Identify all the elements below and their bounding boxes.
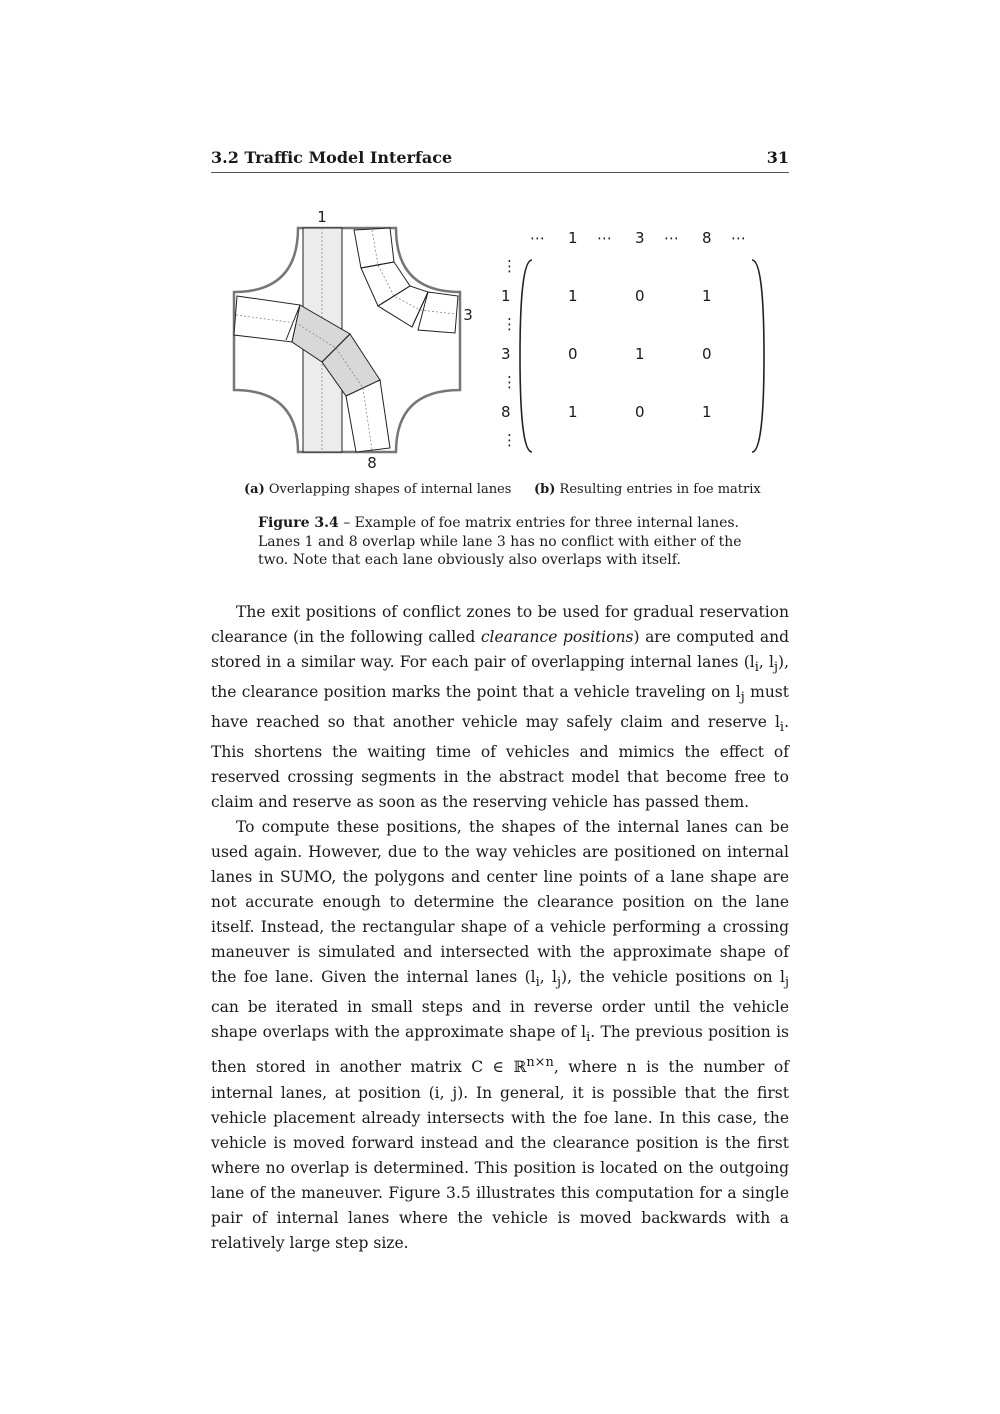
caption-label: Figure 3.4 <box>258 515 339 531</box>
row-header: ⋮ <box>502 431 517 449</box>
lane-label-3: 3 <box>463 306 473 324</box>
subcaption-b: (b) Resulting entries in foe matrix <box>534 482 761 497</box>
lane-label-8: 8 <box>367 454 377 472</box>
row-header: ⋮ <box>502 315 517 333</box>
page-number: 31 <box>766 148 789 167</box>
matrix-cell: 1 <box>702 403 712 421</box>
row-header: 3 <box>501 345 511 363</box>
paragraph: The exit positions of conflict zones to be used for gradual reservation clearance (in the following called clearance positions) are computed and stored in a similar way. For each pair of overlapping internal lanes ($l_i$, $l_j$), the clearance position marks the point that a vehicle traveling on $l_j$ must have reached so that another vehicle may safely claim and reserve $l_i$. This shortens the waiting time of vehicles and mimics the effect of reserved crossing segments in the abstract model that become free to claim and reserve as soon as the reserving vehicle has passed them. <box>211 603 789 812</box>
caption-text: – Example of foe matrix entries for three internal lanes. Lanes 1 and 8 overlap while lane 3 has no conflict with either of the two. Note that each lane obviously also overlaps with itself. <box>258 515 742 568</box>
col-header: ⋯ <box>597 229 612 247</box>
section-title: 3.2 Traffic Model Interface <box>211 148 453 167</box>
matrix-cell: 1 <box>635 345 645 363</box>
col-header: 1 <box>568 229 578 247</box>
matrix-cell: 1 <box>702 287 712 305</box>
matrix-cell: 0 <box>635 287 645 305</box>
paragraph: To compute these positions, the shapes of the internal lanes can be used again. However, due to the way vehicles are positioned on internal lanes in SUMO, the polygons and center line points of a lane shape are not accurate enough to determine the clearance position on the lane itself. Instead, the rectangular shape of a vehicle performing a crossing maneuver is simulated and intersected with the approximate shape of the foe lane. Given the internal lanes ($l_i$, $l_j$), the vehicle positions on $l_j$ can be iterated in small steps and in reverse order until the vehicle shape overlaps with the approximate shape of $l_i$. The previous position is then stored in another matrix C ∈ ℝ$^{n\times n}$, where n is the number of internal lanes, at position (i, j). In general, it is possible that the first vehicle placement already intersects with the foe lane. In this case, the vehicle is moved forward instead and the clearance position is the first where no overlap is determined. This position is located on the outgoing lane of the maneuver. Figure 3.5 illustrates this computation for a single pair of internal lanes where the vehicle is moved backwards with a relatively large step size. <box>211 818 789 1252</box>
row-header: 1 <box>501 287 511 305</box>
figure-caption <box>258 514 758 570</box>
matrix-cell: 0 <box>568 345 578 363</box>
row-header: ⋮ <box>502 257 517 275</box>
matrix-cell: 1 <box>568 287 578 305</box>
col-header: ⋯ <box>664 229 679 247</box>
row-header: 8 <box>501 403 511 421</box>
subcaption-a: (a) Overlapping shapes of internal lanes <box>244 482 512 497</box>
col-header: 8 <box>702 229 712 247</box>
running-header <box>211 148 789 173</box>
body-text <box>211 600 789 1256</box>
matrix-cell: 0 <box>635 403 645 421</box>
matrix-cell: 0 <box>702 345 712 363</box>
col-header: ⋯ <box>731 229 746 247</box>
intersection-diagram <box>225 200 485 480</box>
matrix-cell: 1 <box>568 403 578 421</box>
row-header: ⋮ <box>502 373 517 391</box>
foe-matrix <box>490 222 780 462</box>
col-header: 3 <box>635 229 645 247</box>
col-header: ⋯ <box>530 229 545 247</box>
lane-label-1: 1 <box>317 208 327 226</box>
